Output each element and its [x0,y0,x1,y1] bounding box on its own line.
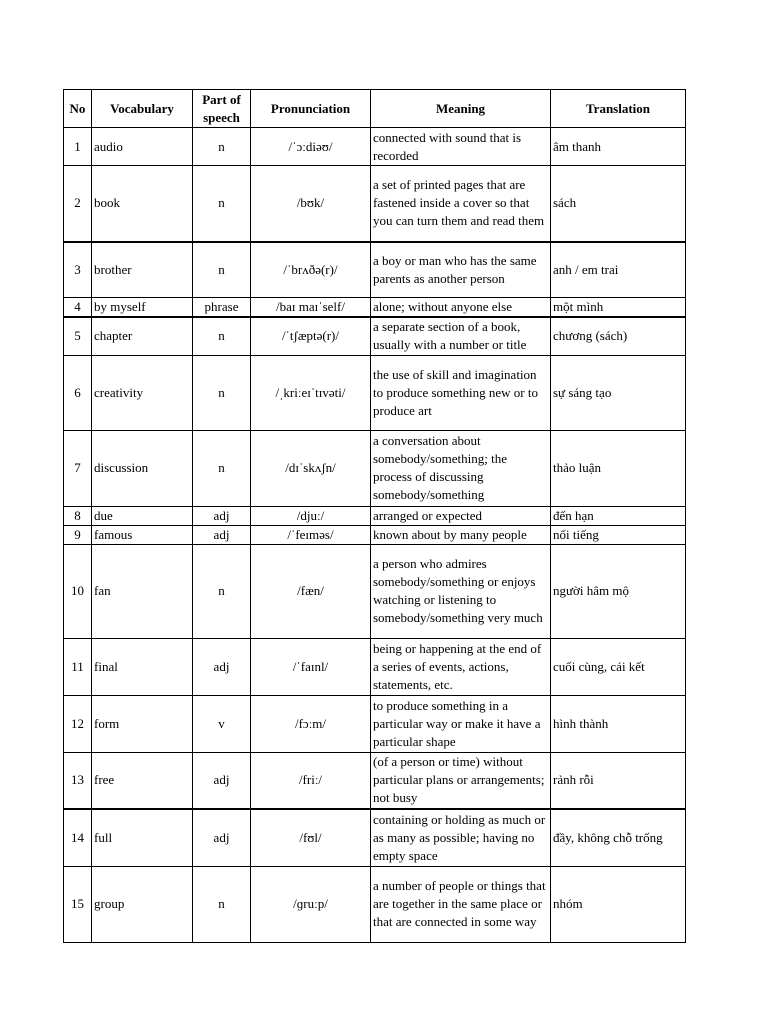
meaning: a separate section of a book, usually with a number or title [371,317,551,355]
translation: đến hạn [551,506,686,525]
pronunciation: /ˈfeɪməs/ [251,525,371,544]
pronunciation: /dɪˈskʌʃn/ [251,430,371,506]
pronunciation: /fɔːm/ [251,695,371,752]
row-number: 5 [64,317,92,355]
table-row [64,317,686,355]
table-row [64,298,686,318]
part-of-speech: n [193,166,251,242]
part-of-speech: n [193,430,251,506]
row-number: 3 [64,242,92,298]
table-row [64,525,686,544]
part-of-speech: v [193,695,251,752]
translation: rảnh rỗi [551,752,686,809]
pronunciation: /ˈbrʌðə(r)/ [251,242,371,298]
vocabulary-word: chapter [92,317,193,355]
vocabulary-word: group [92,866,193,942]
row-number: 8 [64,506,92,525]
table-row [64,638,686,695]
pronunciation: /baɪ maɪˈself/ [251,298,371,318]
translation: sách [551,166,686,242]
vocabulary-word: famous [92,525,193,544]
table-row [64,809,686,866]
pronunciation: /friː/ [251,752,371,809]
header-meaning: Meaning [371,90,551,128]
vocabulary-table [63,89,686,943]
pronunciation: /ˌkriːeɪˈtɪvəti/ [251,355,371,430]
row-number: 6 [64,355,92,430]
meaning: a conversation about somebody/something; the process of discussing somebody/something [371,430,551,506]
translation: người hâm mộ [551,544,686,638]
part-of-speech: adj [193,525,251,544]
row-number: 2 [64,166,92,242]
vocabulary-word: due [92,506,193,525]
part-of-speech: n [193,544,251,638]
vocabulary-word: final [92,638,193,695]
vocabulary-word: form [92,695,193,752]
table-row [64,752,686,809]
pronunciation: /ɡruːp/ [251,866,371,942]
table-row [64,166,686,242]
vocabulary-word: audio [92,128,193,166]
meaning: alone; without anyone else [371,298,551,318]
part-of-speech: adj [193,752,251,809]
pronunciation: /ˈtʃæptə(r)/ [251,317,371,355]
meaning: arranged or expected [371,506,551,525]
meaning: a boy or man who has the same parents as another person [371,242,551,298]
meaning: to produce something in a particular way or make it have a particular shape [371,695,551,752]
part-of-speech: n [193,355,251,430]
row-number: 10 [64,544,92,638]
row-number: 13 [64,752,92,809]
table-row [64,355,686,430]
part-of-speech: adj [193,638,251,695]
translation: cuối cùng, cái kết [551,638,686,695]
vocabulary-word: creativity [92,355,193,430]
part-of-speech: adj [193,809,251,866]
row-number: 4 [64,298,92,318]
table-row [64,695,686,752]
row-number: 9 [64,525,92,544]
meaning: (of a person or time) without particular plans or arrangements; not busy [371,752,551,809]
header-pronunciation: Pronunciation [251,90,371,128]
vocabulary-word: discussion [92,430,193,506]
part-of-speech: adj [193,506,251,525]
meaning: connected with sound that is recorded [371,128,551,166]
part-of-speech: n [193,242,251,298]
translation: một mình [551,298,686,318]
translation: chương (sách) [551,317,686,355]
vocabulary-word: free [92,752,193,809]
table-row [64,866,686,942]
translation: đầy, không chỗ trống [551,809,686,866]
row-number: 1 [64,128,92,166]
translation: hình thành [551,695,686,752]
header-part-of-speech: Part of speech [193,90,251,128]
translation: sự sáng tạo [551,355,686,430]
part-of-speech: phrase [193,298,251,318]
header-row [64,90,686,128]
meaning: a set of printed pages that are fastened inside a cover so that you can turn them and read them [371,166,551,242]
row-number: 15 [64,866,92,942]
pronunciation: /ˈɔːdiəʊ/ [251,128,371,166]
row-number: 7 [64,430,92,506]
part-of-speech: n [193,317,251,355]
part-of-speech: n [193,128,251,166]
table-row [64,242,686,298]
pronunciation: /djuː/ [251,506,371,525]
pronunciation: /bʊk/ [251,166,371,242]
meaning: a number of people or things that are together in the same place or that are connected in some way [371,866,551,942]
meaning: containing or holding as much or as many as possible; having no empty space [371,809,551,866]
meaning: the use of skill and imagination to produce something new or to produce art [371,355,551,430]
meaning: a person who admires somebody/something or enjoys watching or listening to somebody/something very much [371,544,551,638]
part-of-speech: n [193,866,251,942]
vocabulary-word: by myself [92,298,193,318]
translation: nổi tiếng [551,525,686,544]
table-row [64,128,686,166]
pronunciation: /ˈfaɪnl/ [251,638,371,695]
vocabulary-word: fan [92,544,193,638]
header-no: No [64,90,92,128]
header-translation: Translation [551,90,686,128]
translation: thảo luận [551,430,686,506]
translation: âm thanh [551,128,686,166]
meaning: being or happening at the end of a series of events, actions, statements, etc. [371,638,551,695]
vocabulary-word: book [92,166,193,242]
table-row [64,430,686,506]
translation: anh / em trai [551,242,686,298]
header-vocabulary: Vocabulary [92,90,193,128]
row-number: 14 [64,809,92,866]
vocabulary-word: brother [92,242,193,298]
row-number: 12 [64,695,92,752]
pronunciation: /fʊl/ [251,809,371,866]
meaning: known about by many people [371,525,551,544]
table-row [64,544,686,638]
table-row [64,506,686,525]
translation: nhóm [551,866,686,942]
row-number: 11 [64,638,92,695]
pronunciation: /fæn/ [251,544,371,638]
vocabulary-word: full [92,809,193,866]
